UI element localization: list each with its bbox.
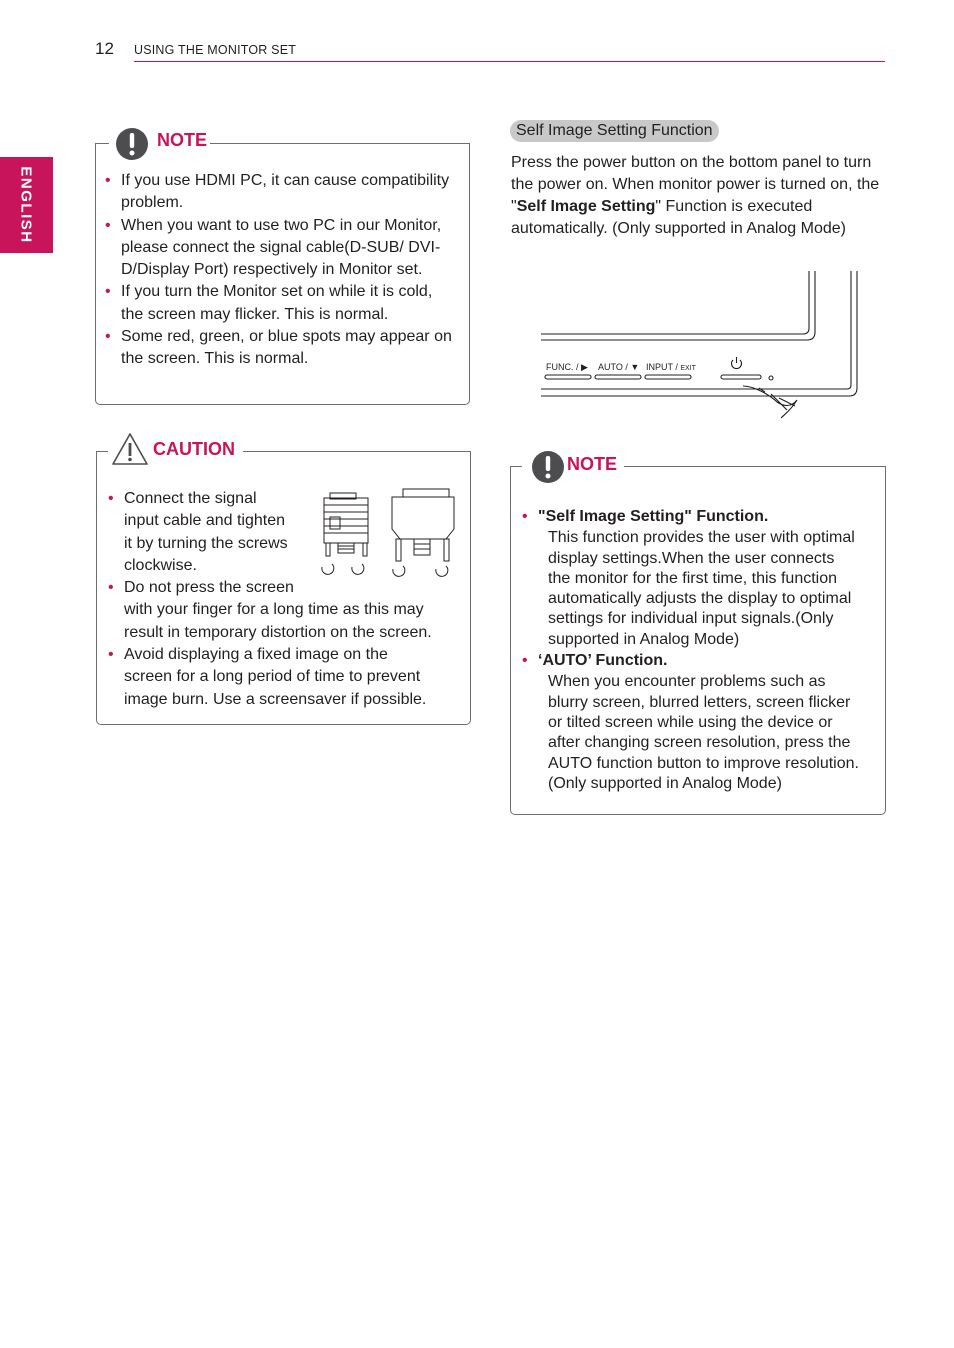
list-item-line: AUTO function button to improve resolution. bbox=[548, 754, 859, 772]
note-title: NOTE bbox=[567, 454, 618, 474]
paragraph-text: Press the power button on the bottom panel to turn the power on. When monitor power is turned on, the " bbox=[511, 154, 880, 215]
section-title: USING THE MONITOR SET bbox=[134, 43, 297, 57]
list-item: • When you want to use two PC in our Monitor, please connect the signal cable(D-SUB/ DVI-D/Display Port) respectively in Monitor set. bbox=[103, 215, 458, 282]
list-item: • If you use HDMI PC, it can cause compatibility problem. bbox=[103, 170, 458, 215]
list-item bbox=[520, 506, 880, 650]
list-item bbox=[106, 577, 466, 644]
list-item-line: display settings.When the user connects bbox=[548, 549, 835, 567]
list-item-line: When you encounter problems such as bbox=[548, 673, 826, 691]
note-list bbox=[103, 170, 458, 371]
page-number: 12 bbox=[95, 39, 114, 58]
list-item bbox=[520, 650, 880, 794]
list-item-line: after changing screen resolution, press the bbox=[548, 734, 851, 752]
list-item-heading: • ‘AUTO’ Function. bbox=[538, 652, 668, 670]
paragraph-text: " Function is executed automatically. (Only supported in Analog Mode) bbox=[511, 198, 846, 237]
list-item: • If you turn the Monitor set on while it is cold, the screen may flicker. This is normal. bbox=[103, 281, 458, 326]
note-title: NOTE bbox=[157, 130, 208, 150]
func-button-label: FUNC. / ▶ bbox=[546, 362, 588, 372]
list-item-line: blurry screen, blurred letters, screen flicker bbox=[548, 693, 851, 711]
list-item-line: input cable and tighten bbox=[124, 512, 286, 530]
note-icon bbox=[531, 450, 565, 484]
list-item-line: • Avoid displaying a fixed image on the bbox=[124, 646, 388, 664]
monitor-panel-illustration bbox=[535, 268, 865, 428]
input-label: INPUT / bbox=[646, 362, 681, 372]
list-item bbox=[106, 488, 466, 577]
note-box-1 bbox=[95, 130, 470, 406]
self-image-tag: Self Image Setting Function bbox=[510, 120, 719, 142]
language-tab bbox=[0, 157, 53, 253]
caution-list bbox=[106, 488, 466, 711]
note-icon bbox=[115, 127, 149, 161]
list-item: • Some red, green, or blue spots may appear on the screen. This is normal. bbox=[103, 326, 458, 371]
list-item-line: • Connect the signal bbox=[124, 490, 257, 507]
list-item-line: (Only supported in Analog Mode) bbox=[548, 774, 782, 792]
list-item-line: clockwise. bbox=[124, 556, 197, 574]
auto-button-label: AUTO / ▼ bbox=[598, 362, 640, 372]
list-item-line: with your finger for a long time as this may bbox=[124, 601, 424, 619]
exit-label: EXIT bbox=[680, 365, 696, 372]
paragraph-bold: Self Image Setting bbox=[516, 198, 656, 215]
caution-title: CAUTION bbox=[153, 439, 235, 459]
input-button-label bbox=[646, 362, 696, 372]
list-item-line: supported in Analog Mode) bbox=[548, 630, 740, 648]
language-tab-label: ENGLISH bbox=[17, 166, 35, 244]
self-image-paragraph bbox=[511, 152, 886, 240]
list-item-line: • Do not press the screen bbox=[124, 579, 294, 597]
warning-icon bbox=[111, 432, 149, 466]
list-item-line: settings for individual input signals.(Only bbox=[548, 610, 834, 628]
note-box-2 bbox=[510, 454, 886, 816]
list-item-line: This function provides the user with optimal bbox=[548, 529, 855, 547]
list-item-line: the monitor for the first time, this function bbox=[548, 569, 838, 587]
list-item-line: screen for a long period of time to prevent bbox=[124, 668, 421, 686]
header-rule bbox=[134, 61, 885, 62]
list-item-line: or tilted screen while using the device or bbox=[548, 713, 833, 731]
list-item-line: it by turning the screws bbox=[124, 534, 288, 552]
note-list bbox=[520, 506, 880, 794]
list-item-line: image burn. Use a screensaver if possible. bbox=[124, 690, 427, 708]
list-item-line: result in temporary distortion on the screen. bbox=[124, 623, 432, 641]
list-item-heading: • "Self Image Setting" Function. bbox=[538, 508, 769, 525]
caution-box bbox=[96, 439, 471, 726]
list-item-line: automatically adjusts the display to optimal bbox=[548, 590, 852, 608]
list-item bbox=[106, 644, 466, 711]
